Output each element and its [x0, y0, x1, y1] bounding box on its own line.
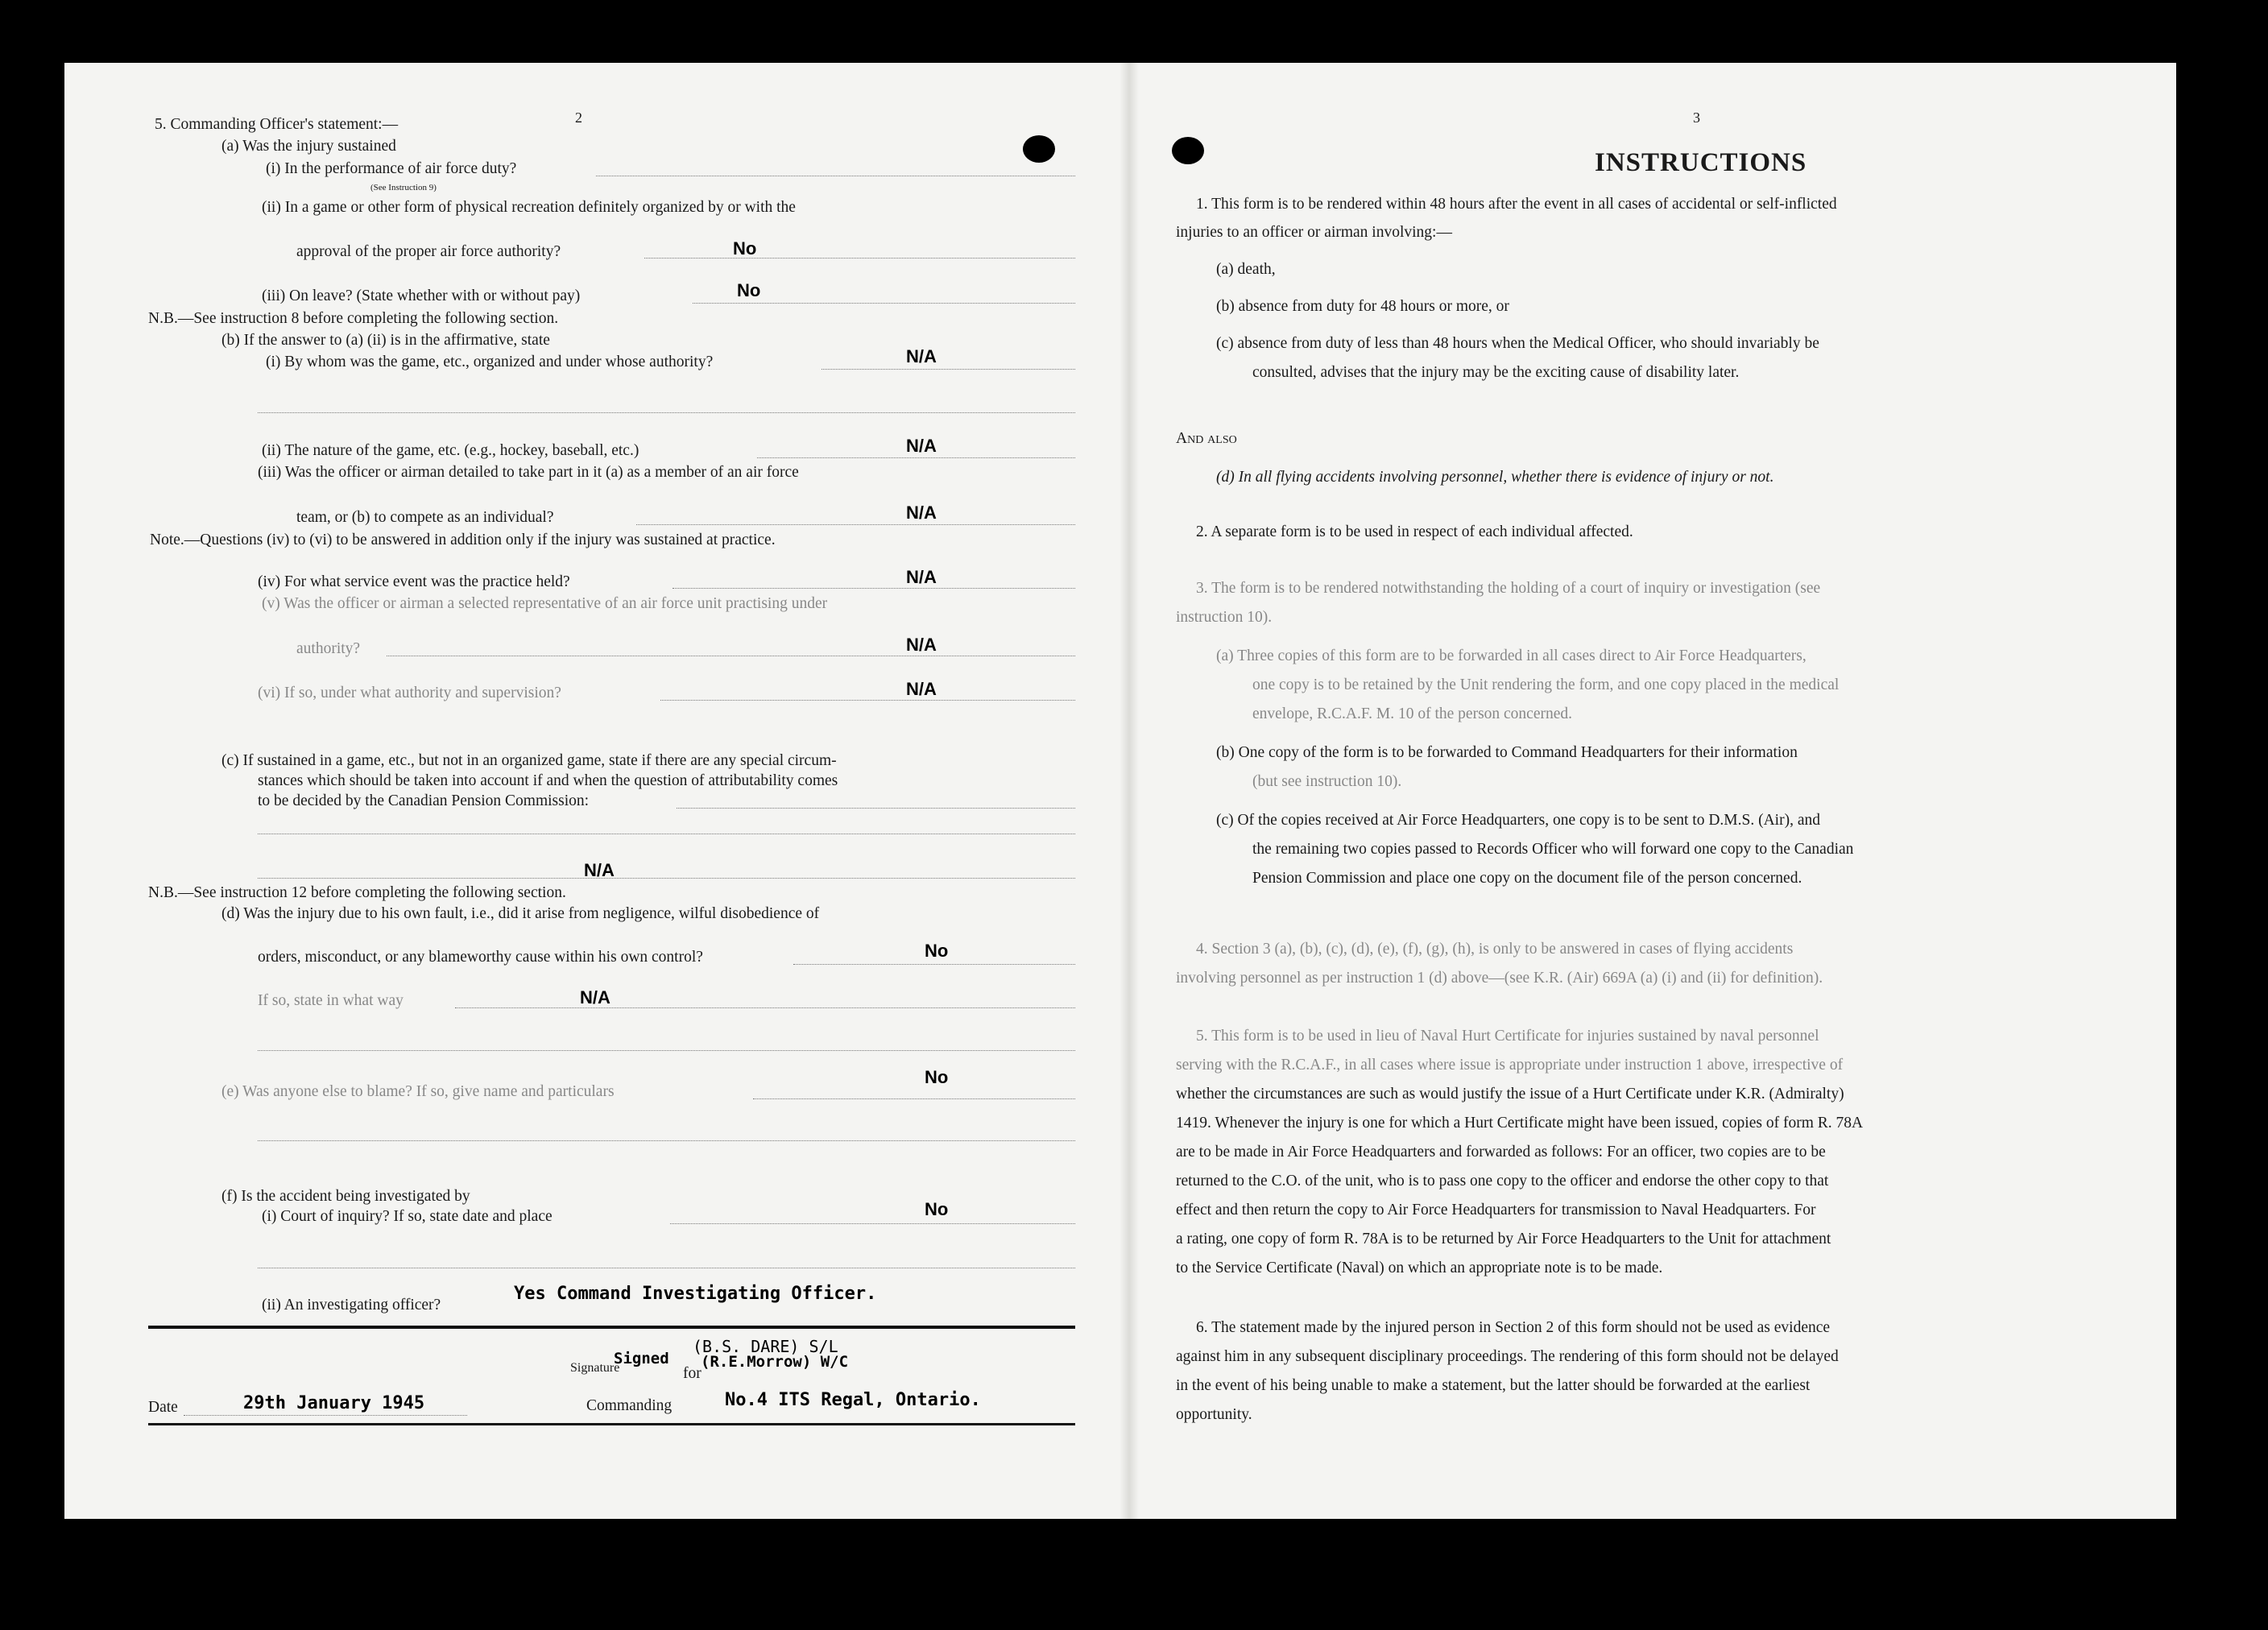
nb-instruction-8: N.B.—See instruction 8 before completing the following section. — [148, 310, 559, 327]
q-b-iv: (iv) For what service event was the practice held? — [258, 573, 570, 590]
signatory-name: (R.E.Morrow) W/C — [701, 1353, 849, 1371]
q-f-ii: (ii) An investigating officer? — [262, 1297, 441, 1314]
q-a-i: (i) In the performance of air force duty? — [266, 160, 517, 177]
answer-b-vi: N/A — [906, 679, 937, 699]
answer-line — [753, 1098, 1075, 1099]
note-practice: Note.—Questions (iv) to (vi) to be answered in addition only if the injury was sustained at practice. — [150, 532, 776, 548]
instr-3a-line3: envelope, R.C.A.F. M. 10 of the person concerned. — [1252, 705, 1573, 722]
answer-line — [673, 588, 1075, 589]
answer-line — [660, 700, 1075, 701]
answer-line — [258, 412, 1075, 413]
section-5-title: 5. Commanding Officer's statement:— — [155, 116, 399, 133]
date-label: Date — [148, 1399, 178, 1416]
instr-5-line4: 1419. Whenever the injury is one for which a Hurt Certificate might have been issued, copies of form R. 78A — [1176, 1115, 1864, 1131]
instr-1a: (a) death, — [1216, 261, 1276, 278]
q-b-head: (b) If the answer to (a) (ii) is in the affirmative, state — [221, 332, 550, 349]
instr-6-line3: in the event of his being unable to make a statement, but the latter should be forwarded at the earliest — [1176, 1377, 1811, 1394]
q-b-vi: (vi) If so, under what authority and supervision? — [258, 685, 561, 701]
q-b-iii-line1: (iii) Was the officer or airman detailed to take part in it (a) as a member of an air force — [258, 464, 799, 481]
instr-3c-line1: (c) Of the copies received at Air Force Headquarters, one copy is to be sent to D.M.S. (Air), and — [1216, 812, 1820, 829]
answer-f-i: No — [925, 1199, 949, 1219]
instr-3b-line1: (b) One copy of the form is to be forwarded to Command Headquarters for their information — [1216, 744, 1798, 761]
typed-signatory: (B.S. DARE) S/L — [693, 1337, 838, 1356]
instr-1c-line2: consulted, advises that the injury may be the exciting cause of disability later. — [1252, 364, 1740, 381]
answer-a-iii: No — [737, 280, 761, 300]
document-sheet — [64, 63, 2176, 1519]
q-a-head: (a) Was the injury sustained — [221, 138, 396, 155]
punch-hole — [1023, 135, 1055, 163]
answer-b-iii: N/A — [906, 503, 937, 523]
and-also-label: And also — [1176, 430, 1237, 447]
answer-d-way: N/A — [580, 987, 610, 1007]
date-value: 29th January 1945 — [243, 1393, 425, 1413]
q-c-line2: stances which should be taken into account if and when the question of attributability comes — [258, 772, 838, 789]
instr-5-line5: are to be made in Air Force Headquarters and forwarded as follows: For an officer, two copies are to be — [1176, 1144, 1826, 1160]
answer-line — [757, 457, 1075, 458]
instr-1c-line1: (c) absence from duty of less than 48 hours when the Medical Officer, who should invariably be — [1216, 335, 1819, 352]
answer-line — [693, 303, 1075, 304]
instr-5-line8: a rating, one copy of form R. 78A is to be returned by Air Force Headquarters to the Unit for attachment — [1176, 1231, 1831, 1247]
instr-6-line2: against him in any subsequent disciplinary proceedings. The rendering of this form should not be delayed — [1176, 1348, 1839, 1365]
q-f-head: (f) Is the accident being investigated by — [221, 1188, 470, 1205]
instr-3a-line2: one copy is to be retained by the Unit rendering the form, and one copy placed in the medical — [1252, 676, 1840, 693]
answer-e: No — [925, 1067, 949, 1087]
instr-5-line7: effect and then return the copy to Air Force Headquarters for transmission to Naval Headquarters. For — [1176, 1202, 1816, 1218]
right-page — [1136, 63, 2176, 1519]
answer-line — [636, 524, 1075, 525]
instr-5-line9: to the Service Certificate (Naval) on which an appropriate note is to be made. — [1176, 1260, 1663, 1276]
instr-3b-line2: (but see instruction 10). — [1252, 773, 1402, 790]
answer-line — [677, 808, 1075, 809]
q-c-line1: (c) If sustained in a game, etc., but not in an organized game, state if there are any special circum- — [221, 752, 837, 769]
instr-4-line1: 4. Section 3 (a), (b), (c), (d), (e), (f), (g), (h), is only to be answered in cases of flying accidents — [1196, 941, 1794, 958]
instr-3-line1: 3. The form is to be rendered notwithstanding the holding of a court of inquiry or investigation (see — [1196, 580, 1821, 597]
instr-5-line3: whether the circumstances are such as would justify the issue of a Hurt Certificate under K.R. (Admiralty) — [1176, 1086, 1844, 1103]
answer-b-i: N/A — [906, 346, 937, 366]
answer-line — [184, 1415, 467, 1416]
instr-2: 2. A separate form is to be used in respect of each individual affected. — [1196, 523, 1633, 540]
instr-4-line2: involving personnel as per instruction 1 (d) above—(see K.R. (Air) 669A (a) (i) and (ii) for definition). — [1176, 970, 1823, 987]
q-a-ii-line1: (ii) In a game or other form of physical recreation definitely organized by or with the — [262, 199, 796, 216]
instr-5-line2: serving with the R.C.A.F., in all cases where issue is appropriate under instruction 1 above, irrespective of — [1176, 1057, 1844, 1074]
q-b-iii-line2: team, or (b) to compete as an individual? — [296, 509, 554, 526]
q-a-i-note: (See Instruction 9) — [370, 183, 437, 192]
answer-line — [793, 964, 1075, 965]
answer-line — [258, 1140, 1075, 1141]
instr-1d: (d) In all flying accidents involving personnel, whether there is evidence of injury or not. — [1216, 469, 1774, 486]
answer-b-ii: N/A — [906, 436, 937, 456]
instr-6-line4: opportunity. — [1176, 1406, 1252, 1423]
answer-line — [822, 369, 1075, 370]
q-a-ii-line2: approval of the proper air force authority? — [296, 243, 561, 260]
for-label: for — [683, 1365, 702, 1382]
q-b-ii: (ii) The nature of the game, etc. (e.g., hockey, baseball, etc.) — [262, 442, 639, 459]
left-page — [64, 63, 1128, 1519]
instr-1-line1: 1. This form is to be rendered within 48 hours after the event in all cases of accidental or self-inflicted — [1196, 196, 1837, 213]
q-c-line3: to be decided by the Canadian Pension Commission: — [258, 792, 590, 809]
instr-3-line2: instruction 10). — [1176, 609, 1273, 626]
q-d-line2: orders, misconduct, or any blameworthy cause within his own control? — [258, 949, 703, 966]
answer-line — [644, 258, 1075, 259]
answer-line — [258, 878, 1075, 879]
answer-b-v: N/A — [906, 635, 937, 655]
q-b-i: (i) By whom was the game, etc., organized and under whose authority? — [266, 354, 714, 370]
q-e: (e) Was anyone else to blame? If so, give name and particulars — [221, 1083, 615, 1100]
q-b-v-line2: authority? — [296, 640, 361, 657]
commanding-label: Commanding — [586, 1397, 673, 1414]
signed-stamp: Signed — [614, 1350, 669, 1367]
q-f-i: (i) Court of inquiry? If so, state date and place — [262, 1208, 553, 1225]
instr-5-line1: 5. This form is to be used in lieu of Naval Hurt Certificate for injuries sustained by naval personnel — [1196, 1028, 1819, 1045]
answer-d: No — [925, 941, 949, 961]
answer-line — [455, 1007, 1075, 1008]
rule-line — [148, 1423, 1075, 1425]
rule-line — [148, 1326, 1075, 1329]
unit-value: No.4 ITS Regal, Ontario. — [725, 1390, 981, 1410]
page-number: 2 — [575, 110, 582, 126]
instr-3a-line1: (a) Three copies of this form are to be forwarded in all cases direct to Air Force Headquarters, — [1216, 647, 1807, 664]
instr-1b: (b) absence from duty for 48 hours or more, or — [1216, 298, 1509, 315]
instr-1-line2: injuries to an officer or airman involving:— — [1176, 224, 1452, 241]
instructions-title: INSTRUCTIONS — [1595, 148, 1807, 177]
q-b-v-line1: (v) Was the officer or airman a selected representative of an air force unit practising under — [262, 595, 828, 612]
q-a-iii: (iii) On leave? (State whether with or without pay) — [262, 288, 581, 304]
answer-f-ii: Yes Command Investigating Officer. — [514, 1284, 877, 1304]
nb-instruction-12: N.B.—See instruction 12 before completing the following section. — [148, 884, 566, 901]
signature-label: Signature — [570, 1361, 620, 1375]
answer-a-ii: No — [733, 238, 757, 259]
instr-6-line1: 6. The statement made by the injured person in Section 2 of this form should not be used as evidence — [1196, 1319, 1831, 1336]
q-d-line3: If so, state in what way — [258, 992, 404, 1009]
instr-3c-line3: Pension Commission and place one copy on the document file of the person concerned. — [1252, 870, 1802, 887]
q-d-line1: (d) Was the injury due to his own fault, i.e., did it arise from negligence, wilful disobedience of — [221, 905, 820, 922]
instr-5-line6: returned to the C.O. of the unit, who is to pass one copy to the officer and endorse the other copy to that — [1176, 1173, 1829, 1189]
answer-b-iv: N/A — [906, 567, 937, 587]
page-number: 3 — [1693, 110, 1700, 126]
answer-line — [670, 1223, 1075, 1224]
answer-c: N/A — [584, 860, 615, 880]
answer-line — [258, 1050, 1075, 1051]
instr-3c-line2: the remaining two copies passed to Records Officer who will forward one copy to the Canadian — [1252, 841, 1854, 858]
